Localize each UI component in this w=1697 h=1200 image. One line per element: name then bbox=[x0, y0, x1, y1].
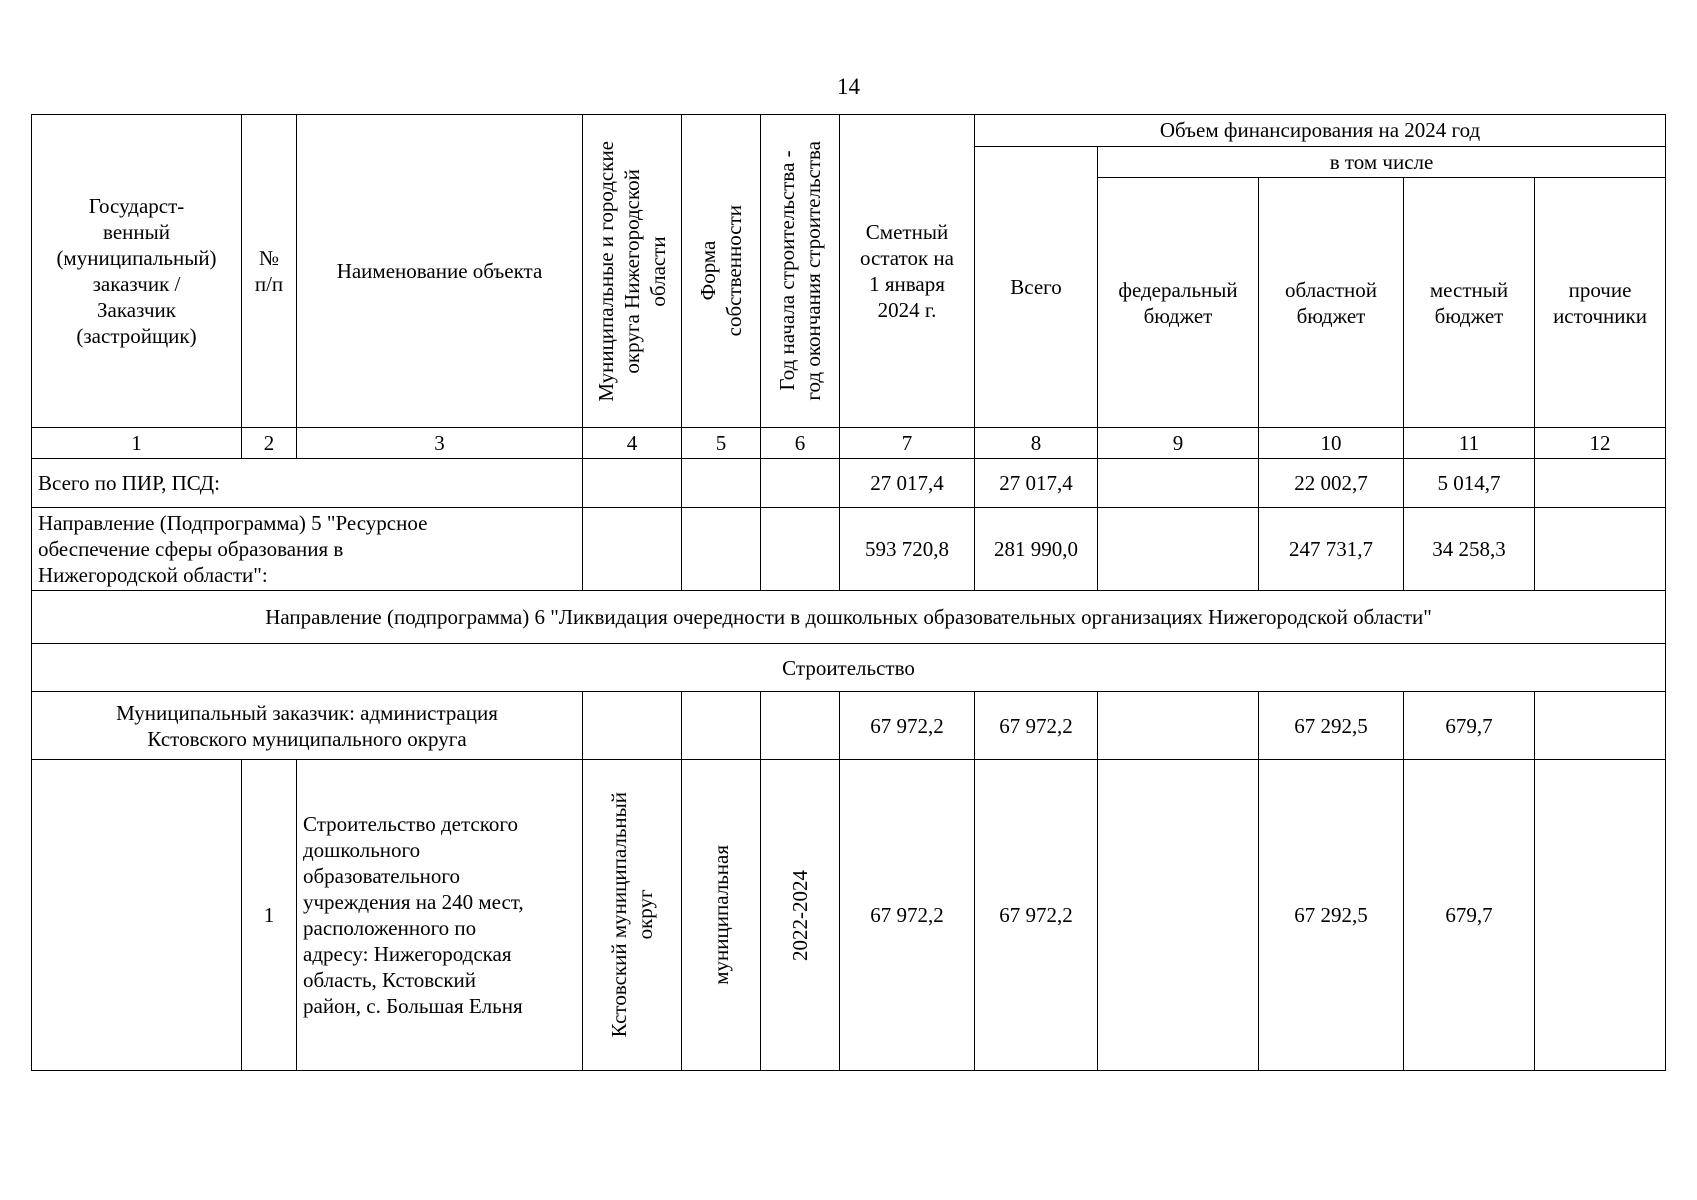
column-number: 10 bbox=[1259, 428, 1404, 459]
cell-years bbox=[761, 508, 840, 591]
construction-title: Строительство bbox=[32, 644, 1666, 692]
cell-districts bbox=[583, 692, 682, 760]
header-ownership: Форма собственности bbox=[682, 115, 761, 428]
cell-years: 2022-2024 bbox=[761, 760, 840, 1071]
cell-other bbox=[1535, 692, 1666, 760]
page-number: 14 bbox=[837, 74, 860, 99]
cell-ownership bbox=[682, 459, 761, 508]
header-number: № п/п bbox=[242, 115, 297, 428]
column-number: 1 bbox=[32, 428, 242, 459]
cell-federal bbox=[1098, 692, 1259, 760]
header-estimate: Сметный остаток на 1 января 2024 г. bbox=[840, 115, 975, 428]
cell-regional: 67 292,5 bbox=[1259, 692, 1404, 760]
row-label: Направление (Подпрограмма) 5 "Ресурсное обеспечение сферы образования в Нижегородской области": bbox=[32, 508, 583, 591]
header-federal: федеральный бюджет bbox=[1098, 178, 1259, 428]
cell-local: 679,7 bbox=[1404, 760, 1535, 1071]
cell-local: 679,7 bbox=[1404, 692, 1535, 760]
direction-6-title: Направление (подпрограмма) 6 "Ликвидация очередности в дошкольных образовательных организациях Нижегородской области" bbox=[32, 591, 1666, 644]
header-object-name: Наименование объекта bbox=[297, 115, 583, 428]
row-label: Всего по ПИР, ПСД: bbox=[32, 459, 583, 508]
cell-districts bbox=[583, 459, 682, 508]
cell-estimate: 67 972,2 bbox=[840, 692, 975, 760]
header-including: в том числе bbox=[1098, 147, 1666, 178]
header-regional: областной бюджет bbox=[1259, 178, 1404, 428]
cell-federal bbox=[1098, 508, 1259, 591]
row-direction-6 bbox=[32, 591, 1666, 644]
cell-ownership bbox=[682, 692, 761, 760]
cell-local: 34 258,3 bbox=[1404, 508, 1535, 591]
cell-regional: 22 002,7 bbox=[1259, 459, 1404, 508]
cell-districts bbox=[583, 508, 682, 591]
column-number: 12 bbox=[1535, 428, 1666, 459]
header-years: Год начала строительства - год окончания строительства bbox=[761, 115, 840, 428]
row-object-1 bbox=[32, 760, 1666, 1071]
cell-estimate: 593 720,8 bbox=[840, 508, 975, 591]
cell-ownership: муниципальная bbox=[682, 760, 761, 1071]
cell-other bbox=[1535, 459, 1666, 508]
column-number: 3 bbox=[297, 428, 583, 459]
header-local: местный бюджет bbox=[1404, 178, 1535, 428]
cell-total: 27 017,4 bbox=[975, 459, 1098, 508]
cell-ownership bbox=[682, 508, 761, 591]
cell-customer bbox=[32, 760, 242, 1071]
header-funding-title: Объем финансирования на 2024 год bbox=[975, 115, 1666, 147]
cell-years bbox=[761, 692, 840, 760]
cell-district: Кстовский муниципальный округ bbox=[583, 760, 682, 1071]
financing-table bbox=[31, 114, 1666, 1071]
cell-object-name: Строительство детского дошкольного образовательного учреждения на 240 мест, расположенного по адресу: Нижегородская область, Кстовский район, с. Большая Ельня bbox=[297, 760, 583, 1071]
cell-federal bbox=[1098, 459, 1259, 508]
cell-other bbox=[1535, 508, 1666, 591]
row-customer-kstovo bbox=[32, 692, 1666, 760]
cell-regional: 247 731,7 bbox=[1259, 508, 1404, 591]
cell-estimate: 67 972,2 bbox=[840, 760, 975, 1071]
column-number: 8 bbox=[975, 428, 1098, 459]
column-number: 2 bbox=[242, 428, 297, 459]
cell-total: 67 972,2 bbox=[975, 760, 1098, 1071]
column-number: 6 bbox=[761, 428, 840, 459]
header-districts: Муниципальные и городские округа Нижегородской области bbox=[583, 115, 682, 428]
row-label: Муниципальный заказчик: администрация Кстовского муниципального округа bbox=[32, 692, 583, 760]
cell-years bbox=[761, 459, 840, 508]
header-total: Всего bbox=[975, 147, 1098, 428]
column-number: 4 bbox=[583, 428, 682, 459]
column-number: 7 bbox=[840, 428, 975, 459]
cell-local: 5 014,7 bbox=[1404, 459, 1535, 508]
cell-estimate: 27 017,4 bbox=[840, 459, 975, 508]
row-pir-total bbox=[32, 459, 1666, 508]
cell-federal bbox=[1098, 760, 1259, 1071]
column-number: 5 bbox=[682, 428, 761, 459]
row-direction-5 bbox=[32, 508, 1666, 591]
header-other: прочие источники bbox=[1535, 178, 1666, 428]
column-number: 9 bbox=[1098, 428, 1259, 459]
column-number: 11 bbox=[1404, 428, 1535, 459]
cell-other bbox=[1535, 760, 1666, 1071]
cell-regional: 67 292,5 bbox=[1259, 760, 1404, 1071]
cell-total: 67 972,2 bbox=[975, 692, 1098, 760]
cell-total: 281 990,0 bbox=[975, 508, 1098, 591]
column-numbers-row bbox=[32, 428, 1666, 459]
row-construction bbox=[32, 644, 1666, 692]
cell-number: 1 bbox=[242, 760, 297, 1071]
header-customer: Государст- венный (муниципальный) заказчик / Заказчик (застройщик) bbox=[32, 115, 242, 428]
